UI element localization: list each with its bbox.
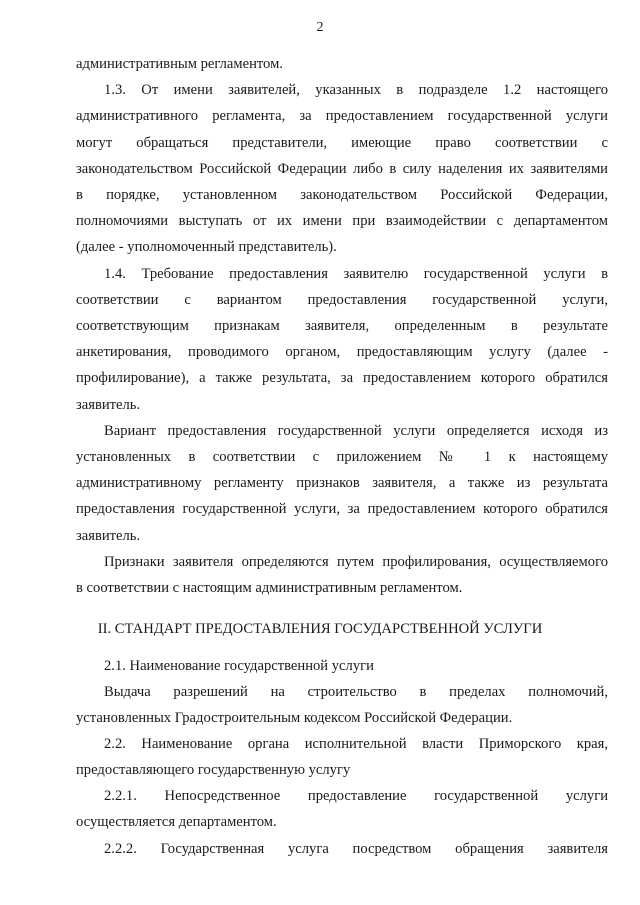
text-line: 2.1. Наименование государственной услуги	[104, 658, 374, 674]
text-line: административного регламента, за предоставлением государственной услуги	[76, 108, 608, 124]
text-line: предоставления государственной услуги, за предоставлением которого обратился	[76, 501, 608, 517]
section-heading: II. СТАНДАРТ ПРЕДОСТАВЛЕНИЯ ГОСУДАРСТВЕННОЙ УСЛУГИ	[97, 621, 543, 637]
text-line: Признаки заявителя определяются путем профилирования, осуществляемого	[104, 554, 608, 570]
text-line: соответствии с вариантом предоставления государственной услуги,	[76, 292, 608, 308]
text-line: в порядке, установленном законодательством Российской Федерации,	[76, 187, 608, 203]
text-line: полномочиями выступать от их имени при взаимодействии с департаментом	[76, 213, 608, 229]
text-line: 2.2.1. Непосредственное предоставление государственной услуги	[104, 788, 608, 804]
text-line: установленных Градостроительным кодексом Российской Федерации.	[76, 710, 513, 726]
text-line: 1.4. Требование предоставления заявителю государственной услуги в	[104, 266, 608, 282]
text-line: 2.2.2. Государственная услуга посредством обращения заявителя	[104, 841, 608, 857]
text-line: заявитель.	[76, 528, 141, 544]
page-number: 2	[316, 20, 324, 35]
text-line: могут обращаться представители, имеющие право соответствии с	[76, 135, 608, 151]
text-line: в соответствии с настоящим административным регламентом.	[76, 580, 463, 596]
text-line: заявитель.	[76, 397, 141, 413]
text-line: законодательством Российской Федерации либо в силу наделения их заявителями	[76, 161, 608, 177]
text-line: 2.2. Наименование органа исполнительной власти Приморского края,	[104, 736, 608, 752]
text-line: (далее - уполномоченный представитель).	[76, 239, 337, 255]
text-line: предоставляющего государственную услугу	[76, 762, 351, 778]
text-line: Вариант предоставления государственной услуги определяется исходя из	[104, 423, 608, 439]
text-line: соответствующим признакам заявителя, определенным в результате	[76, 318, 608, 334]
text-line: административному регламенту признаков заявителя, а также из результата	[76, 475, 608, 491]
text-line: административным регламентом.	[76, 56, 283, 72]
text-line: осуществляется департаментом.	[76, 814, 277, 830]
text-line: Выдача разрешений на строительство в пределах полномочий,	[104, 684, 608, 700]
text-line: 1.3. От имени заявителей, указанных в подразделе 1.2 настоящего	[104, 82, 608, 98]
text-line: профилирование), а также результата, за предоставлением которого обратился	[76, 370, 608, 386]
text-line: анкетирования, проводимого органом, предоставляющим услугу (далее -	[76, 344, 608, 360]
text-line: установленных в соответствии с приложением № 1 к настоящему	[76, 449, 608, 465]
